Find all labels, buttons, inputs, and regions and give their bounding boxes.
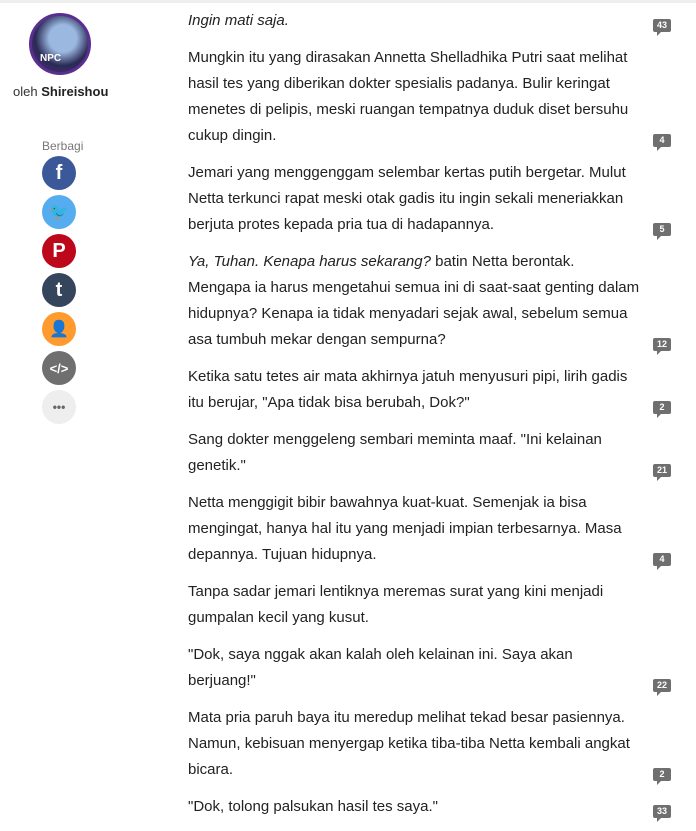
pinterest-icon: P	[52, 239, 66, 262]
inline-comment-count-button[interactable]: 43	[653, 19, 671, 32]
author-avatar[interactable]	[29, 13, 91, 75]
tumblr-icon: t	[55, 278, 63, 301]
top-bar	[0, 0, 696, 3]
story-paragraph	[188, 364, 665, 416]
tumblr-share-button[interactable]	[42, 273, 76, 307]
inline-comment-count-button[interactable]: 2	[653, 401, 671, 414]
inline-comment-count-button[interactable]: 12	[653, 338, 671, 351]
facebook-icon: f	[55, 161, 63, 184]
story-paragraph	[188, 642, 667, 694]
byline-prefix: oleh	[13, 84, 38, 99]
paragraph-text: Ketika satu tetes air mata akhirnya jatuh menyusuri pipi, lirih gadis itu berujar, "Apa tidak bisa berubah, Dok?"	[188, 368, 628, 411]
inline-comment-count-button[interactable]: 5	[653, 223, 671, 236]
inline-comment-count-button[interactable]: 4	[653, 553, 671, 566]
inline-comment-count-button[interactable]: 33	[653, 805, 671, 818]
more-share-button[interactable]	[42, 390, 76, 424]
paragraph-text: Sang dokter menggeleng sembari meminta maaf. "Ini kelainan genetik."	[188, 431, 602, 474]
paragraph-text: batin Netta berontak. Mengapa ia harus mengetahui semua ini di saat-saat genting dalam hidupnya? Kenapa ia tidak menyadari sejak awal, sebelum semua asa tumbuh mekar dengan sempurna?	[188, 253, 640, 348]
paragraph-text: Jemari yang menggenggam selembar kertas putih bergetar. Mulut Netta terkunci rapat meski otak gadis itu ingin sekali meneriakkan berjuta protes kepada pria tua di hadapannya.	[188, 164, 626, 233]
user-icon: 👤	[49, 321, 69, 338]
paragraph-text: Tanpa sadar jemari lentiknya meremas surat yang kini menjadi gumpalan kecil yang kusut.	[188, 583, 604, 626]
paragraph-text: Mata pria paruh baya itu meredup melihat tekad besar pasiennya. Namun, kebisuan menyergap ketika tiba-tiba Netta kembali angkat bicara.	[188, 709, 630, 778]
embed-icon: </>	[49, 360, 69, 376]
user-share-button[interactable]	[42, 312, 76, 346]
paragraph-text: Mungkin itu yang dirasakan Annetta Shelladhika Putri saat melihat hasil tes yang diberikan dokter spesialis padanya. Bulir keringat menetes di pelipis, meski ruangan tempatnya duduk diset bersuhu cukup dingin.	[188, 49, 629, 144]
twitter-share-button[interactable]	[42, 195, 76, 229]
inline-comment-count-button[interactable]: 21	[653, 464, 671, 477]
inline-comment-count-button[interactable]: 4	[653, 134, 671, 147]
facebook-share-button[interactable]	[42, 156, 76, 190]
story-paragraph	[188, 490, 665, 568]
story-paragraph	[188, 249, 667, 353]
paragraph-text: "Dok, saya nggak akan kalah oleh kelainan ini. Saya akan berjuang!"	[188, 646, 573, 689]
pinterest-share-button[interactable]	[42, 234, 76, 268]
twitter-icon: 🐦	[49, 204, 69, 221]
story-paragraph	[188, 45, 665, 149]
share-label: Berbagi	[42, 139, 84, 153]
avatar-logo-text: NPC	[40, 53, 62, 64]
story-text	[188, 8, 667, 831]
story-paragraph	[188, 8, 667, 34]
author-byline	[13, 84, 108, 99]
embed-share-button[interactable]	[42, 351, 76, 385]
paragraph-text: Ingin mati saja.	[188, 12, 289, 29]
italic-thought: Ya, Tuhan. Kenapa harus sekarang?	[188, 253, 431, 270]
story-paragraph	[188, 579, 640, 631]
paragraph-text: Netta menggigit bibir bawahnya kuat-kuat. Semenjak ia bisa mengingat, hanya hal itu yang menjadi impian terbesarnya. Masa depannya. Tujuan hidupnya.	[188, 494, 622, 563]
more-icon: •••	[52, 400, 66, 414]
author-name-link[interactable]: Shireishou	[41, 84, 109, 99]
paragraph-text: "Dok, tolong palsukan hasil tes saya."	[188, 798, 438, 815]
story-paragraph	[188, 705, 665, 783]
story-paragraph	[188, 794, 667, 820]
story-paragraph	[188, 160, 665, 238]
story-paragraph	[188, 427, 667, 479]
inline-comment-count-button[interactable]: 2	[653, 768, 671, 781]
inline-comment-count-button[interactable]: 22	[653, 679, 671, 692]
